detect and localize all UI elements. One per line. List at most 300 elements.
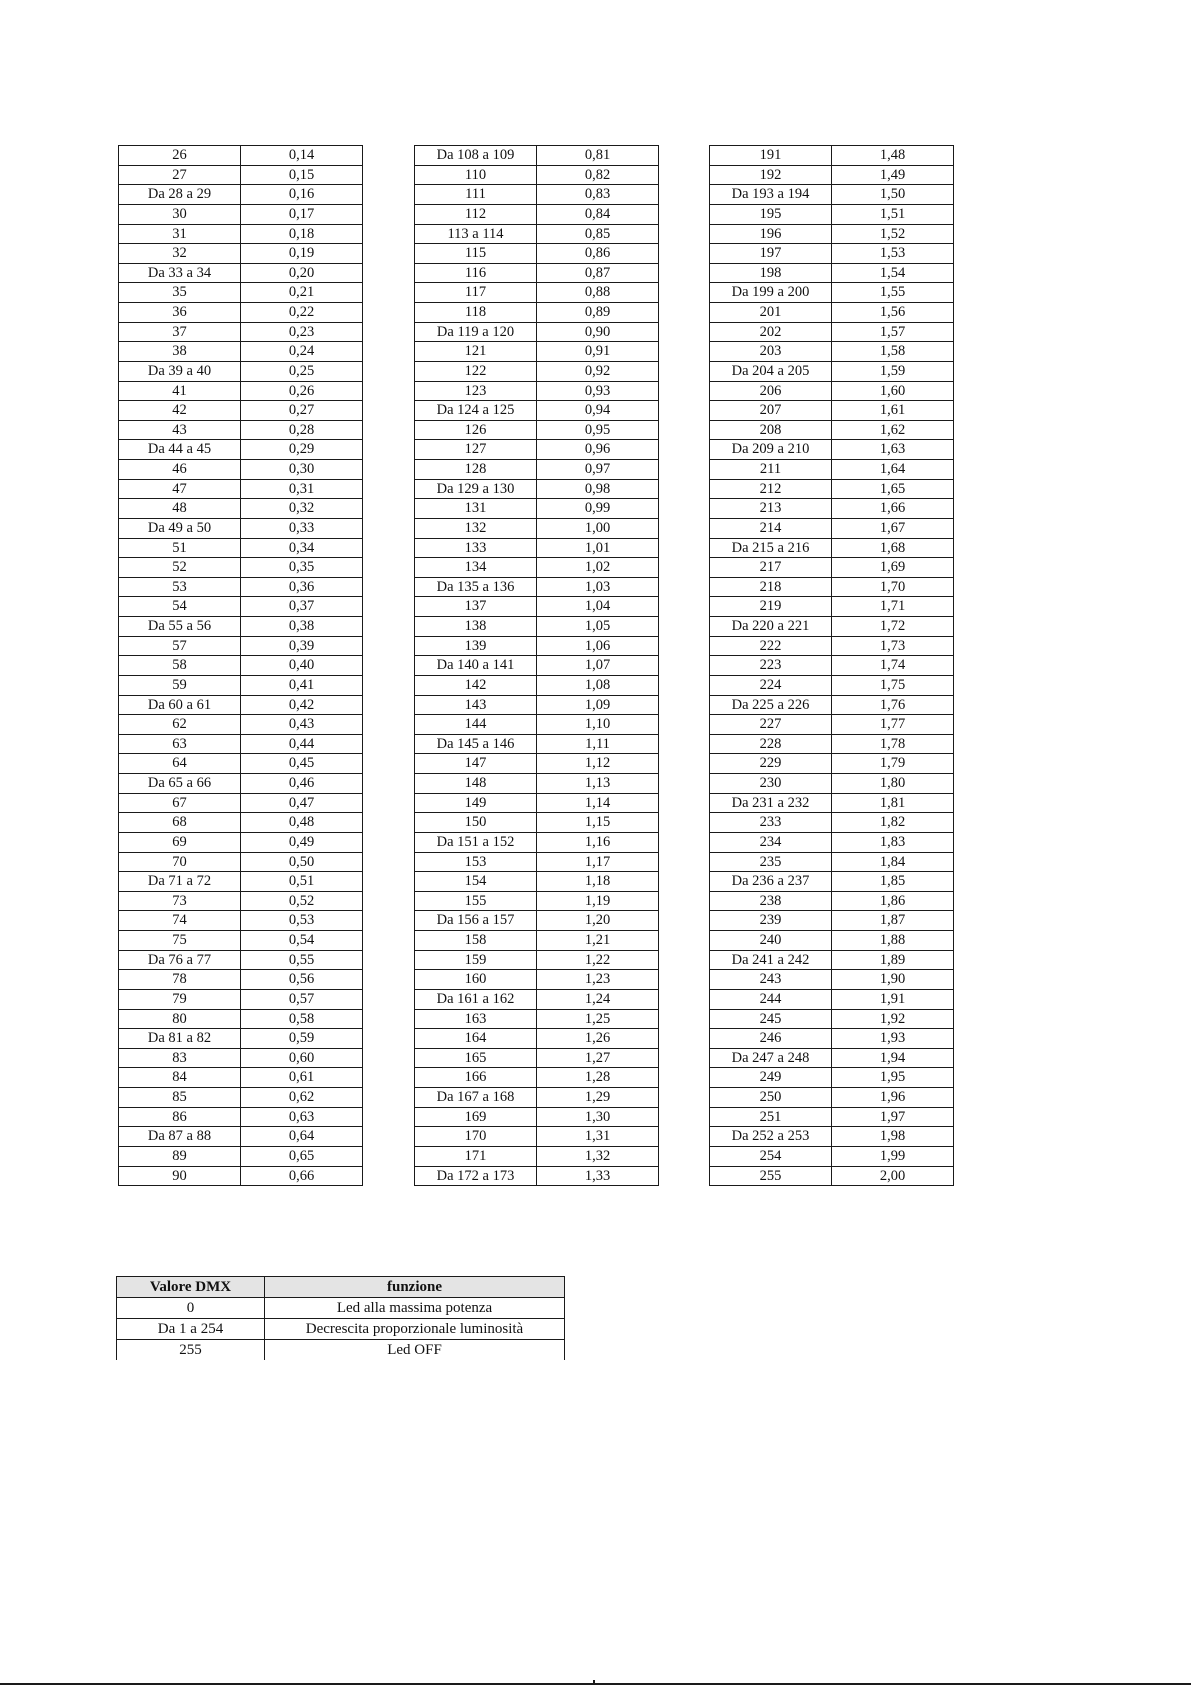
output-value-cell: 1,11: [537, 734, 659, 754]
table-row: [119, 1068, 363, 1088]
output-value-cell: 0,42: [241, 695, 363, 715]
table-row: [710, 518, 954, 538]
dmx-value-cell: 254: [710, 1146, 832, 1166]
dmx-value-cell: 249: [710, 1068, 832, 1088]
dmx-value-cell: 246: [710, 1029, 832, 1049]
output-value-cell: 1,52: [832, 224, 954, 244]
dmx-value-cell: 63: [119, 734, 241, 754]
table-row: [415, 1009, 659, 1029]
table-row: [119, 342, 363, 362]
table-row: [710, 656, 954, 676]
dmx-value-cell: 59: [119, 675, 241, 695]
output-value-cell: 1,71: [832, 597, 954, 617]
dmx-value-cell: 42: [119, 401, 241, 421]
output-value-cell: 1,08: [537, 675, 659, 695]
output-value-cell: 1,00: [537, 518, 659, 538]
dmx-value-cell: 35: [119, 283, 241, 303]
dmx-value-cell: 86: [119, 1107, 241, 1127]
output-value-cell: 1,07: [537, 656, 659, 676]
dmx-value-cell: 154: [415, 872, 537, 892]
dmx-value-cell: 251: [710, 1107, 832, 1127]
dmx-value-cell: 227: [710, 715, 832, 735]
table-row: [415, 617, 659, 637]
output-value-cell: 2,00: [832, 1166, 954, 1186]
output-value-cell: 0,35: [241, 558, 363, 578]
output-value-cell: 0,92: [537, 361, 659, 381]
table-row: [710, 989, 954, 1009]
output-value-cell: 1,63: [832, 440, 954, 460]
table-row: [415, 518, 659, 538]
dmx-value-cell: Da 225 a 226: [710, 695, 832, 715]
dmx-value-cell: 142: [415, 675, 537, 695]
dmx-value-cell: 131: [415, 499, 537, 519]
dmx-value-cell: 113 a 114: [415, 224, 537, 244]
dmx-value-cell: 79: [119, 989, 241, 1009]
table-row: [710, 263, 954, 283]
output-value-cell: 0,62: [241, 1088, 363, 1108]
output-value-cell: 0,57: [241, 989, 363, 1009]
dmx-row: [117, 1298, 565, 1319]
table-row: [119, 204, 363, 224]
dmx-value-cell: Da 108 a 109: [415, 146, 537, 166]
output-value-cell: 1,90: [832, 970, 954, 990]
table-row: [710, 165, 954, 185]
dmx-value-cell: 212: [710, 479, 832, 499]
dmx-row: [117, 1340, 565, 1361]
output-value-cell: 1,55: [832, 283, 954, 303]
table-row: [710, 774, 954, 794]
dmx-value-cell: 166: [415, 1068, 537, 1088]
output-value-cell: 1,24: [537, 989, 659, 1009]
output-value-cell: 0,88: [537, 283, 659, 303]
output-value-cell: 0,65: [241, 1146, 363, 1166]
table-row: [710, 931, 954, 951]
output-value-cell: 0,64: [241, 1127, 363, 1147]
dmx-value-cell: 112: [415, 204, 537, 224]
dmx-value-cell: 69: [119, 832, 241, 852]
output-value-cell: 1,27: [537, 1048, 659, 1068]
dmx-value-cell: 147: [415, 754, 537, 774]
table-row: [119, 165, 363, 185]
table-row: [710, 538, 954, 558]
table-row: [119, 401, 363, 421]
table-row: [710, 283, 954, 303]
output-value-cell: 0,27: [241, 401, 363, 421]
dmx-value-cell: 206: [710, 381, 832, 401]
table-row: [415, 460, 659, 480]
dmx-value-cell: 170: [415, 1127, 537, 1147]
table-row: [415, 911, 659, 931]
dmx-value-cell: 127: [415, 440, 537, 460]
table-row: [415, 244, 659, 264]
table-row: [119, 1088, 363, 1108]
table-row: [710, 734, 954, 754]
output-value-cell: 0,21: [241, 283, 363, 303]
dmx-value-cell: Da 199 a 200: [710, 283, 832, 303]
dmx-value-cell: Da 39 a 40: [119, 361, 241, 381]
table-row: [119, 852, 363, 872]
dmx-value-cell: 235: [710, 852, 832, 872]
output-value-cell: 1,51: [832, 204, 954, 224]
output-value-cell: 1,98: [832, 1127, 954, 1147]
table-row: [710, 1009, 954, 1029]
dmx-value-cell: 191: [710, 146, 832, 166]
dmx-value-cell: Da 247 a 248: [710, 1048, 832, 1068]
table-row: [415, 420, 659, 440]
table-row: [415, 636, 659, 656]
table-row: [415, 361, 659, 381]
dmx-value-cell: 149: [415, 793, 537, 813]
dmx-value-cell: Da 161 a 162: [415, 989, 537, 1009]
dmx-value-cell: 234: [710, 832, 832, 852]
output-value-cell: 1,74: [832, 656, 954, 676]
value-table-1: [118, 145, 363, 1186]
output-value-cell: 1,67: [832, 518, 954, 538]
output-value-cell: 0,14: [241, 146, 363, 166]
table-row: [415, 381, 659, 401]
dmx-value-cell: 222: [710, 636, 832, 656]
output-value-cell: 1,01: [537, 538, 659, 558]
output-value-cell: 1,28: [537, 1068, 659, 1088]
output-value-cell: 1,30: [537, 1107, 659, 1127]
output-value-cell: 0,63: [241, 1107, 363, 1127]
dmx-value-cell: 31: [119, 224, 241, 244]
table-row: [710, 577, 954, 597]
dmx-value-cell: 46: [119, 460, 241, 480]
output-value-cell: 0,16: [241, 185, 363, 205]
output-value-cell: 1,31: [537, 1127, 659, 1147]
table-row: [415, 204, 659, 224]
output-value-cell: 0,44: [241, 734, 363, 754]
dmx-value-cell: 207: [710, 401, 832, 421]
dmx-value-cell: 83: [119, 1048, 241, 1068]
output-value-cell: 0,39: [241, 636, 363, 656]
table-row: [415, 675, 659, 695]
table-row: [119, 1166, 363, 1186]
output-value-cell: 0,30: [241, 460, 363, 480]
dmx-value-cell: 137: [415, 597, 537, 617]
table-row: [119, 636, 363, 656]
output-value-cell: 1,72: [832, 617, 954, 637]
table-row: [119, 1009, 363, 1029]
output-value-cell: 1,21: [537, 931, 659, 951]
dmx-value-cell: Da 145 a 146: [415, 734, 537, 754]
dmx-value-cell: 126: [415, 420, 537, 440]
table-row: [119, 185, 363, 205]
table-row: [415, 224, 659, 244]
dmx-value-cell: 51: [119, 538, 241, 558]
dmx-value-cell: 196: [710, 224, 832, 244]
output-value-cell: 1,18: [537, 872, 659, 892]
table-row: [119, 518, 363, 538]
dmx-value-cell: 26: [119, 146, 241, 166]
dmx-value-cell: 255: [710, 1166, 832, 1186]
dmx-value-cell: 165: [415, 1048, 537, 1068]
output-value-cell: 1,54: [832, 263, 954, 283]
output-value-cell: 0,49: [241, 832, 363, 852]
output-value-cell: 1,32: [537, 1146, 659, 1166]
dmx-header-function: funzione: [265, 1277, 565, 1298]
output-value-cell: 1,80: [832, 774, 954, 794]
table-row: [415, 1029, 659, 1049]
output-value-cell: 0,81: [537, 146, 659, 166]
dmx-value-cell: Da 71 a 72: [119, 872, 241, 892]
dmx-value-cell: 132: [415, 518, 537, 538]
output-value-cell: 1,89: [832, 950, 954, 970]
output-value-cell: 0,87: [537, 263, 659, 283]
output-value-cell: 1,96: [832, 1088, 954, 1108]
table-row: [119, 734, 363, 754]
table-row: [710, 204, 954, 224]
output-value-cell: 1,23: [537, 970, 659, 990]
table-row: [415, 146, 659, 166]
dmx-value-cell: 62: [119, 715, 241, 735]
dmx-value-cell: 150: [415, 813, 537, 833]
table-row: [119, 263, 363, 283]
table-row: [710, 224, 954, 244]
output-value-cell: 0,26: [241, 381, 363, 401]
output-value-cell: 1,75: [832, 675, 954, 695]
table-row: [119, 420, 363, 440]
output-value-cell: 0,83: [537, 185, 659, 205]
dmx-function-cell: Decrescita proporzionale luminosità: [265, 1319, 565, 1340]
output-value-cell: 0,20: [241, 263, 363, 283]
dmx-value-cell: 121: [415, 342, 537, 362]
dmx-value-cell: 78: [119, 970, 241, 990]
dmx-function-table: [116, 1276, 565, 1360]
dmx-value-cell: 58: [119, 656, 241, 676]
dmx-value-cell: Da 204 a 205: [710, 361, 832, 381]
dmx-value-cell: 192: [710, 165, 832, 185]
output-value-cell: 0,24: [241, 342, 363, 362]
output-value-cell: 1,86: [832, 891, 954, 911]
table-row: [415, 852, 659, 872]
dmx-value-cell: 233: [710, 813, 832, 833]
output-value-cell: 1,97: [832, 1107, 954, 1127]
dmx-value-cell: 128: [415, 460, 537, 480]
table-row: [119, 303, 363, 323]
dmx-value-cell: 70: [119, 852, 241, 872]
output-value-cell: 1,88: [832, 931, 954, 951]
table-row: [710, 1127, 954, 1147]
dmx-value-cell: 239: [710, 911, 832, 931]
table-row: [119, 1127, 363, 1147]
value-table-3: [709, 145, 954, 1186]
dmx-value-cell: 255: [117, 1340, 265, 1361]
dmx-function-cell: Led alla massima potenza: [265, 1298, 565, 1319]
output-value-cell: 1,17: [537, 852, 659, 872]
output-value-cell: 1,82: [832, 813, 954, 833]
output-value-cell: 1,53: [832, 244, 954, 264]
table-row: [710, 675, 954, 695]
dmx-value-cell: 133: [415, 538, 537, 558]
output-value-cell: 0,31: [241, 479, 363, 499]
table-row: [119, 597, 363, 617]
dmx-value-cell: 213: [710, 499, 832, 519]
output-value-cell: 1,66: [832, 499, 954, 519]
dmx-value-cell: 197: [710, 244, 832, 264]
dmx-row: [117, 1319, 565, 1340]
dmx-value-cell: 160: [415, 970, 537, 990]
output-value-cell: 1,22: [537, 950, 659, 970]
table-row: [119, 754, 363, 774]
table-row: [119, 440, 363, 460]
output-value-cell: 1,62: [832, 420, 954, 440]
output-value-cell: 0,86: [537, 244, 659, 264]
output-value-cell: 1,13: [537, 774, 659, 794]
table-row: [119, 774, 363, 794]
output-value-cell: 1,85: [832, 872, 954, 892]
dmx-value-cell: 245: [710, 1009, 832, 1029]
table-row: [119, 656, 363, 676]
dmx-value-cell: 64: [119, 754, 241, 774]
output-value-cell: 1,09: [537, 695, 659, 715]
dmx-value-cell: 171: [415, 1146, 537, 1166]
table-row: [415, 715, 659, 735]
table-row: [415, 558, 659, 578]
output-value-cell: 0,48: [241, 813, 363, 833]
output-value-cell: 0,34: [241, 538, 363, 558]
table-row: [415, 891, 659, 911]
output-value-cell: 1,65: [832, 479, 954, 499]
table-row: [415, 1088, 659, 1108]
dmx-value-cell: 148: [415, 774, 537, 794]
dmx-value-cell: 211: [710, 460, 832, 480]
table-row: [119, 244, 363, 264]
table-row: [710, 322, 954, 342]
table-row: [415, 185, 659, 205]
table-row: [119, 361, 363, 381]
dmx-value-cell: Da 28 a 29: [119, 185, 241, 205]
table-row: [415, 479, 659, 499]
dmx-value-cell: 153: [415, 852, 537, 872]
output-value-cell: 0,50: [241, 852, 363, 872]
output-value-cell: 0,19: [241, 244, 363, 264]
dmx-value-cell: Da 231 a 232: [710, 793, 832, 813]
table-row: [119, 970, 363, 990]
dmx-value-cell: 57: [119, 636, 241, 656]
output-value-cell: 0,32: [241, 499, 363, 519]
output-value-cell: 1,69: [832, 558, 954, 578]
output-value-cell: 1,20: [537, 911, 659, 931]
dmx-value-cell: 90: [119, 1166, 241, 1186]
dmx-value-cell: 230: [710, 774, 832, 794]
output-value-cell: 1,16: [537, 832, 659, 852]
dmx-value-cell: 116: [415, 263, 537, 283]
table-row: [710, 420, 954, 440]
output-value-cell: 0,55: [241, 950, 363, 970]
dmx-value-cell: 52: [119, 558, 241, 578]
dmx-value-cell: 38: [119, 342, 241, 362]
table-row: [415, 950, 659, 970]
dmx-value-cell: 169: [415, 1107, 537, 1127]
dmx-header-value: Valore DMX: [117, 1277, 265, 1298]
dmx-value-cell: Da 156 a 157: [415, 911, 537, 931]
output-value-cell: 1,70: [832, 577, 954, 597]
table-row: [415, 263, 659, 283]
table-row: [119, 479, 363, 499]
dmx-value-cell: 75: [119, 931, 241, 951]
dmx-value-cell: 144: [415, 715, 537, 735]
table-row: [415, 1166, 659, 1186]
dmx-value-cell: 118: [415, 303, 537, 323]
dmx-value-cell: 201: [710, 303, 832, 323]
output-value-cell: 1,06: [537, 636, 659, 656]
table-row: [415, 499, 659, 519]
dmx-value-cell: 143: [415, 695, 537, 715]
output-value-cell: 0,37: [241, 597, 363, 617]
output-value-cell: 1,02: [537, 558, 659, 578]
dmx-value-cell: 219: [710, 597, 832, 617]
output-value-cell: 0,28: [241, 420, 363, 440]
dmx-value-cell: 195: [710, 204, 832, 224]
dmx-value-cell: 224: [710, 675, 832, 695]
dmx-header-row: [117, 1277, 565, 1298]
table-row: [710, 911, 954, 931]
output-value-cell: 1,03: [537, 577, 659, 597]
table-row: [119, 695, 363, 715]
dmx-value-cell: Da 236 a 237: [710, 872, 832, 892]
dmx-value-cell: 138: [415, 617, 537, 637]
dmx-value-cell: 89: [119, 1146, 241, 1166]
table-row: [415, 695, 659, 715]
dmx-value-cell: 217: [710, 558, 832, 578]
table-row: [415, 322, 659, 342]
dmx-value-cell: 47: [119, 479, 241, 499]
output-value-cell: 0,43: [241, 715, 363, 735]
dmx-value-cell: 36: [119, 303, 241, 323]
dmx-value-cell: Da 55 a 56: [119, 617, 241, 637]
table-row: [710, 460, 954, 480]
table-row: [415, 538, 659, 558]
dmx-value-cell: Da 252 a 253: [710, 1127, 832, 1147]
dmx-value-cell: 30: [119, 204, 241, 224]
output-value-cell: 1,33: [537, 1166, 659, 1186]
table-row: [415, 754, 659, 774]
output-value-cell: 1,25: [537, 1009, 659, 1029]
output-value-cell: 0,60: [241, 1048, 363, 1068]
table-row: [119, 460, 363, 480]
dmx-value-cell: 74: [119, 911, 241, 931]
dmx-value-cell: 84: [119, 1068, 241, 1088]
dmx-value-cell: Da 33 a 34: [119, 263, 241, 283]
output-value-cell: 0,89: [537, 303, 659, 323]
dmx-value-cell: Da 119 a 120: [415, 322, 537, 342]
table-row: [710, 185, 954, 205]
output-value-cell: 1,68: [832, 538, 954, 558]
table-row: [119, 1029, 363, 1049]
dmx-value-cell: Da 172 a 173: [415, 1166, 537, 1186]
table-row: [415, 342, 659, 362]
table-row: [415, 401, 659, 421]
table-row: [119, 1107, 363, 1127]
page-bottom-tick: [593, 1680, 595, 1685]
output-value-cell: 1,92: [832, 1009, 954, 1029]
dmx-value-cell: 240: [710, 931, 832, 951]
table-row: [710, 499, 954, 519]
table-row: [710, 813, 954, 833]
table-row: [119, 1146, 363, 1166]
output-value-cell: 1,83: [832, 832, 954, 852]
output-value-cell: 0,97: [537, 460, 659, 480]
output-value-cell: 0,29: [241, 440, 363, 460]
output-value-cell: 1,14: [537, 793, 659, 813]
table-row: [119, 989, 363, 1009]
output-value-cell: 0,84: [537, 204, 659, 224]
table-row: [710, 950, 954, 970]
output-value-cell: 0,23: [241, 322, 363, 342]
dmx-value-cell: Da 1 a 254: [117, 1319, 265, 1340]
